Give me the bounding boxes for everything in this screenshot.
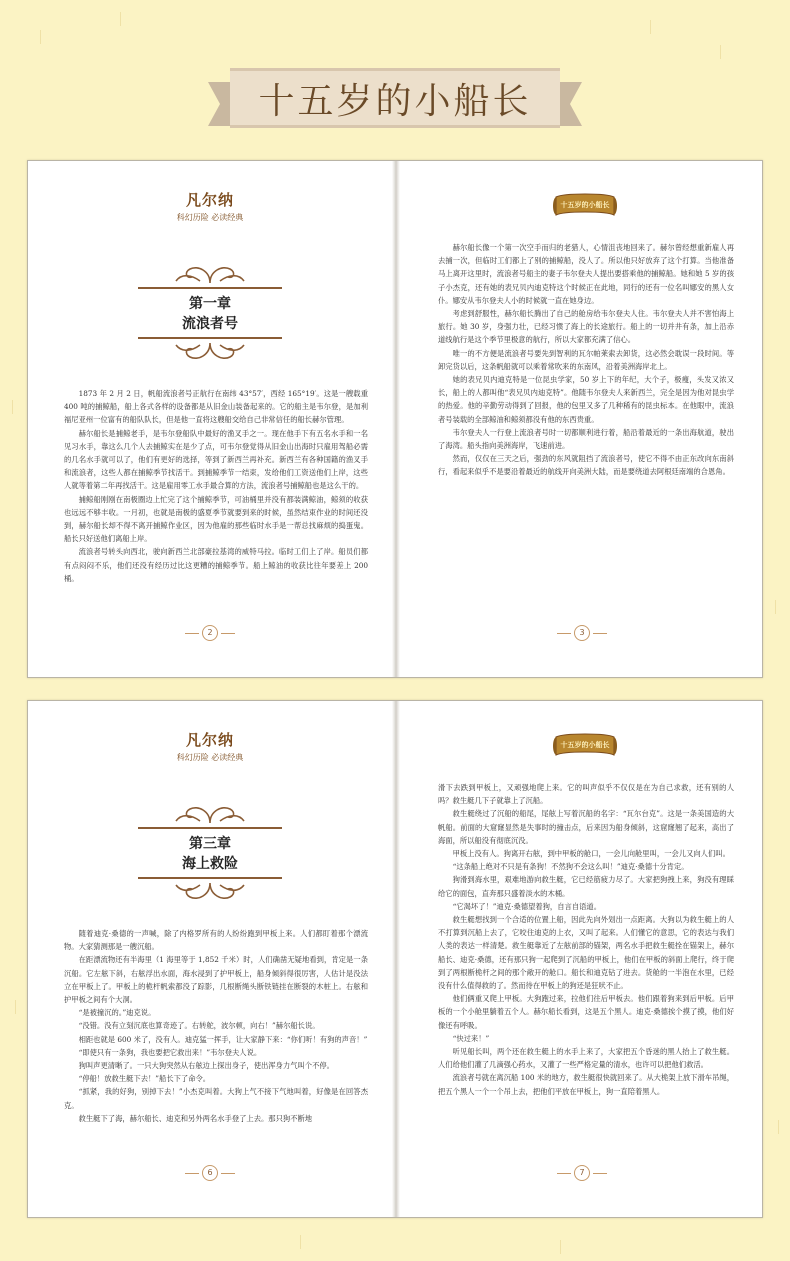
paragraph: 狗滑到海水里，艰难地游向救生艇，它已经筋疲力尽了。大家把狗拽上来，狗没有理睬给它的面包，直奔那只盛着淡水的木桶。 [438,875,734,898]
paragraph: 他们俩重又爬上甲板。大狗跑过来，拉他们往后甲板去。他们跟着狗来到后甲板。后甲板的一个小舱里躺着五个人。赫尔船长看到，这是五个黑人。迪克·桑德挨个摸了摸，他们好像还有呼吸。 [438,994,734,1030]
chapter-title: 流浪者号 [182,316,238,332]
page-6 [28,701,392,1217]
ornament-swirl-bottom-icon [170,341,250,365]
chapter-heading [138,801,282,905]
paragraph: 她的表兄贝内迪克特是一位昆虫学家，50 岁上下的年纪，大个子，极瘦，头发又浓又长，船上的人都叫他“表兄贝内迪克特”。他随韦尔登夫人来新西兰，完全是因为他对昆虫学的热爱。他的辛勤劳动得到了回报，他的包里又多了几种稀有的昆虫标本。在他眼中，流浪者号装载的全部鲸油和鲸须都没有他的东西贵重。 [438,375,734,424]
page-number-value: 7 [574,1165,590,1181]
page-number [28,1165,392,1181]
series-logo-text: 凡尔纳 [185,731,234,749]
page-7 [400,701,764,1217]
page-number-value: 3 [574,625,590,641]
chapter-number: 第一章 [189,296,231,312]
paragraph: 考虑到舒服性，赫尔船长腾出了自己的舱房给韦尔登夫人住。韦尔登夫人并不害怕海上旅行。她 30 岁，身强力壮，已经习惯了海上的长途旅行。船上的一切并井有条，加上沿赤道线航行是这个季节里极意的航行，所以大家都充满了信心。 [438,309,734,345]
title-banner [208,62,582,132]
paragraph: 流浪者号就在离沉船 100 米的地方，救生艇很快就回来了。从大桅架上放下滑车吊绳，把五个黑人一个一个吊上去，把他们平放在甲板上，狗一直陪着黑人。 [438,1073,734,1096]
paragraph: “即使只有一条狗，我也要把它救出来！”韦尔登夫人说。 [78,1047,262,1057]
paragraph: 随着迪克·桑德的一声喊，除了内格罗所有的人纷纷跑到甲板上来。人们都盯着那个漂流物。大家猜测那是一艘沉船。 [64,929,368,952]
paragraph: 相距也就是 600 米了，没有人。迪克猛一挥手，让大家静下来：“你们听！有狗的声音！” [78,1034,368,1044]
series-logo [28,729,392,763]
page-number-ornament [185,633,199,634]
chapter-rule-top [138,287,282,289]
page-number-ornament [557,633,571,634]
paragraph: 1873 年 2 月 2 日，帆船流浪者号正航行在南纬 43°57′，西经 165°19′。这是一艘载重 400 吨的捕鲸船，船上各式各样的设备都是从旧金山装备起来的。它的船主是韦尔登，是加利福尼亚州一位富有的船队队长，但是他一直将这艘船交给自己非常信任的船长赫尔管理。 [64,389,368,425]
ornament-swirl-top-icon [170,801,250,825]
series-logo-text: 凡尔纳 [185,191,234,209]
paragraph: 救生艇想找到一个合适的位置上船，因此先向外划出一点距离。大狗以为救生艇上的人不打算到沉船上去了，它咬住迪克的上衣，又叫了起来。人们懂它的意思，它的表达与我们人类的表达一样清楚。救生艇靠近了左舷前部的锚架，两名水手把救生艇拴在锚架上，赫尔船长、迪克·桑德，还有那只狗一起爬到了沉船的甲板上，他们在甲板的斜面上爬行，终于爬到了两根断桅杆之间的那个敞开的舱口。船长和迪克钻了进去。货舱的一半泡在水里，已经没有什么值得救的了。然而待在甲板上的狗还是狂吠不止。 [438,915,734,991]
scroll-logo-text: 十五岁的小船长 [560,201,610,209]
book-spread-2 [27,700,763,1218]
page-number-ornament [221,1173,235,1174]
body-text [64,387,368,585]
page-number [400,625,764,641]
paragraph: 在距漂流物还有半海里（1 海里等于 1,852 千米）时，人们确凿无疑地看到，肯定是一条沉船。它左舷下斜，右舷浮出水面，海水浸到了护甲板上，船身倾斜得很厉害，人估计是没法立在甲板上了。甲板上的桅杆帆索都没了踪影，几根断绳头断铁链挂在断裂的木桩上。右舷和护甲板之间有个大洞。 [64,955,368,1005]
paragraph: 唯一的不方便是流浪者号要先到智利的瓦尔帕莱索去卸货，这必然会耽误一段时间。等卸完货以后，这条帆船就可以乘着常吹来的东南风，沿着美洲海岸北上。 [438,348,734,371]
page-number-ornament [185,1173,199,1174]
chapter-rule-bottom [138,337,282,339]
ornament-swirl-bottom-icon [170,881,250,905]
paragraph: 滑下去跌到甲板上，又顽强地爬上来。它的叫声似乎不仅仅是在为自己求救，还有别的人吗？救生艇几下子就靠上了沉船。 [438,783,734,806]
body-text [438,781,734,1098]
scroll-logo-text: 十五岁的小船长 [560,741,610,749]
paragraph: “抓紧，我的好狗，别掉下去！”小杰克叫着。大狗上气不接下气地叫着，好像是在回答杰克。 [64,1087,368,1110]
page-3 [400,161,764,677]
chapter-rule-top [138,827,282,829]
series-logo [28,189,392,223]
page-number [400,1165,764,1181]
page-number [28,625,392,641]
ribbon-body [230,68,560,128]
page-2 [28,161,392,677]
paragraph: 听见船长叫，两个还在救生艇上的水手上来了，大家把五个昏迷的黑人抬上了救生艇。人们给他们灌了几滴强心药水，又灌了一些严格定量的清水，也许可以把他们救活。 [438,1047,734,1070]
scroll-logo [550,731,620,761]
chapter-number: 第三章 [189,836,231,852]
page-gutter [392,701,400,1217]
paragraph: 然而，仅仅在三天之后，强劲的东风就阻挡了流浪者号，使它不得不由正东改向东南斜行，看起来似乎不是要沿着最近的航线开向美洲大陆，而是要绕道去阿根廷南端的合恩角。 [438,454,734,477]
chapter-title: 海上救险 [182,856,238,872]
page-gutter [392,161,400,677]
chapter-rule-bottom [138,877,282,879]
paragraph: 流浪者号转头向西北，驶向新西兰北部豪拉基湾的威特马拉。临时工们上了岸。船员们都有点闷闷不乐，他们还没有经历过比这更糟的捕鲸季节。船上鲸油的收获比往年要差上 200 桶。 [64,547,368,583]
paragraph: 赫尔船长是捕鲸老手，是韦尔登船队中最好的渔叉手之一。现在他手下有五名水手和一名见习水手，靠这么几个人去捕鲸实在是少了点，可韦尔登觉得从旧金山出海时只雇用驾船必需的几名水手就可以了，他们有更好的选择，等到了新西兰再补充。新西兰有各种国籍的渔叉手和流浪者，这些人都在捕鲸季节找活干。到捕鲸季节一结束，发给他们工资送他们上岸，这些人就等着第二年再找活干。这是雇用零工水手最合算的方法，流浪者号捕鲸船也是这么干的。 [64,428,368,491]
scroll-logo [550,191,620,221]
book-spread-1 [27,160,763,678]
paragraph: “这条船上绝对不只是有条狗！不然狗不会这么叫！”迪克·桑德十分肯定。 [452,862,689,872]
ornament-swirl-top-icon [170,261,250,285]
paragraph: 甲板上没有人。狗离开右舷，到中甲板的舱口，一会儿向舱里叫，一会儿又向人们叫。 [452,849,730,859]
page-number-ornament [557,1173,571,1174]
chapter-heading [138,261,282,365]
paragraph: “没错。没有立刻沉底也算奇迹了。右转舵，波尔顿，向右！”赫尔船长说。 [78,1021,320,1031]
paragraph: “停船！放救生艇下去！”船长下了命令。 [78,1074,211,1084]
paragraph: 赫尔船长像一个第一次空手而归的老猎人，心情沮丧地回来了。赫尔曾经想重新雇人再去捕一次，但临时工们都上了别的捕鲸船，没人了。所以他只好放弃了这个打算。当他准备马上离开这里时，流浪者号船主的妻子韦尔登夫人提出要搭乘他的捕鲸船。她和她 5 岁的孩子小杰克，还有她的表兄贝内迪克特这个时候正在此地，同行的还有一位名叫娜安的黑人女仆。娜安从韦尔登夫人小的时候就一直在她身边。 [438,243,734,305]
series-subtitle: 科幻历险 必读经典 [176,213,244,222]
paragraph: “快过来！” [452,1033,490,1043]
body-text [64,927,368,1125]
paragraph: 韦尔登夫人一行登上流浪者号时一切都顺利进行着，船沿着最近的一条出海航道，驶出了海湾。船头指向美洲海岸，飞速前进。 [438,427,734,451]
book-title: 十五岁的小船长 [258,80,532,122]
paragraph: 救生艇绕过了沉船的船尾，尾舷上写着沉船的名字：“瓦尔台克”。这是一条美国造的大帆船。前面的大窟窿显然是失事时的撞击点，后来因为船身倾斜，这窟窿翘了起来，高出了海面，所以船没有彻底沉没。 [438,809,734,845]
paragraph: “是被撞沉的。”迪克说。 [78,1008,156,1018]
series-subtitle: 科幻历险 必读经典 [176,753,244,762]
page-number-ornament [221,633,235,634]
paragraph: 狗叫声更清晰了。一只大狗突然从右舷边上探出身子，使出浑身力气叫个不停。 [78,1061,334,1071]
page-number-value: 2 [202,625,218,641]
paragraph: “它渴坏了！”迪克·桑德望着狗，自言自语道。 [452,901,602,911]
paragraph: 捕鲸船刚刚在南极圈边上忙完了这个捕鲸季节，可油桶里并没有都装满鲸油，鲸须的收获也远远不够丰收。一月初，也就是南极的盛夏季节就要到来的时候，虽然结束作业的时间还没到，赫尔船长却不得不离开捕鲸作业区，因为他雇的那些临时水手是一帮总找麻烦的捣蛋鬼。船长只好送他们离船上岸。 [64,494,368,544]
page-number-ornament [593,1173,607,1174]
page-number-ornament [593,633,607,634]
page-number-value: 6 [202,1165,218,1181]
body-text [438,241,734,479]
paragraph: 救生艇下了海，赫尔船长、迪克和另外两名水手登了上去。那只狗不断地 [78,1113,313,1123]
